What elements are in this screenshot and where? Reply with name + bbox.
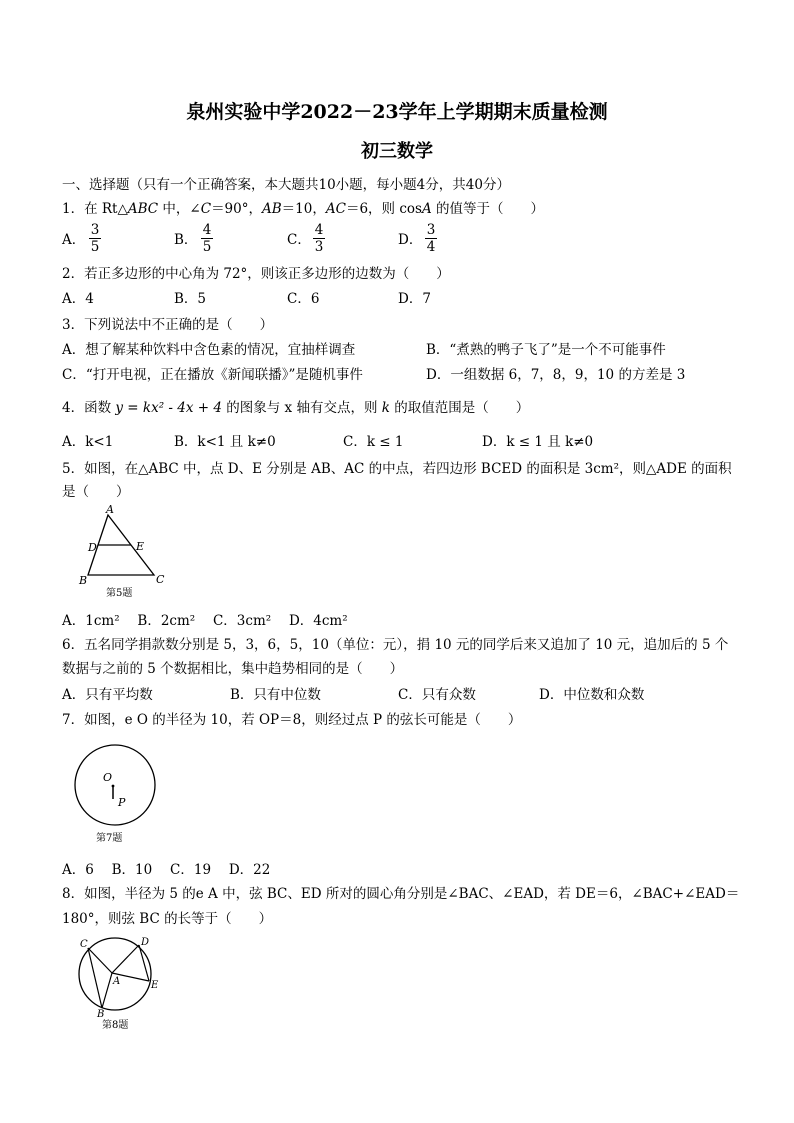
q8-label-d: D xyxy=(141,937,150,948)
question-5-line2: 是（ ） xyxy=(62,484,130,500)
q5-label-a: A xyxy=(106,503,114,516)
q5-label-d: D xyxy=(88,541,97,554)
figure-q7-circle xyxy=(72,742,162,847)
q5-label-b: B xyxy=(79,574,88,587)
q7-options: A．6 B．10 C．19 D．22 xyxy=(62,862,271,878)
q1-option-d-label: D． xyxy=(398,232,423,248)
figure-q8-circle xyxy=(72,933,167,1033)
q5-caption: 第5题 xyxy=(106,588,133,599)
q7-label-o: O xyxy=(103,771,113,784)
q4-option-d: D．k ≤ 1 且 k≠0 xyxy=(482,434,594,450)
q3-option-a: A．想了解某种饮料中含色素的情况，宜抽样调查 xyxy=(62,342,356,358)
question-1-stem: 1．在 Rt△ABC 中，∠C＝90°，AB＝10，AC＝6，则 cosA 的值等于（ ） xyxy=(62,201,544,217)
q6-option-b: B．只有中位数 xyxy=(230,687,321,703)
q6-option-c: C．只有众数 xyxy=(398,687,476,703)
question-7-stem: 7．如图，e O 的半径为 10，若 OP＝8，则经过点 P 的弦长可能是（ ） xyxy=(62,712,522,728)
q1-option-c-fraction: 4 3 xyxy=(314,222,324,255)
q1-option-b-label: B． xyxy=(174,232,198,248)
q1-option-a-fraction: 3 5 xyxy=(90,222,100,255)
q1-option-b-fraction: 4 5 xyxy=(202,222,212,255)
question-3-stem: 3．下列说法中不正确的是（ ） xyxy=(62,317,274,333)
question-8-line2: 180°，则弦 BC 的长等于（ ） xyxy=(62,911,273,927)
figure-q5-triangle xyxy=(76,503,176,603)
q1-option-d-fraction: 3 4 xyxy=(426,222,436,255)
q4-formula: y = kx² - 4x + 4 xyxy=(115,400,222,416)
q7-caption: 第7题 xyxy=(96,833,123,844)
question-8-line1: 8．如图，半径为 5 的e A 中，弦 BC、ED 所对的圆心角分别是∠BAC、∠EAD，若 DE＝6，∠BAC+∠EAD＝ xyxy=(62,886,740,902)
exam-subtitle: 初三数学 xyxy=(361,141,433,162)
question-2-stem: 2．若正多边形的中心角为 72°，则该正多边形的边数为（ ） xyxy=(62,266,450,282)
q1-option-a-label: A． xyxy=(62,232,86,248)
q3-option-d: D．一组数据 6，7，8，9，10 的方差是 3 xyxy=(426,367,686,383)
q2-option-a: A．4 xyxy=(62,291,94,307)
question-5-line1: 5．如图，在△ABC 中，点 D、E 分别是 AB、AC 的中点，若四边形 BCED 的面积是 3cm²，则△ADE 的面积 xyxy=(62,461,732,477)
q8-label-c: C xyxy=(80,939,88,950)
q5-options: A．1cm² B．2cm² C．3cm² D．4cm² xyxy=(62,613,348,629)
q3-option-c: C．“打开电视，正在播放《新闻联播》”是随机事件 xyxy=(62,367,363,383)
q4-option-c: C．k ≤ 1 xyxy=(343,434,404,450)
q5-label-e: E xyxy=(136,540,145,553)
q8-label-a: A xyxy=(113,976,121,987)
q5-label-c: C xyxy=(156,573,165,586)
q3-option-b: B．“煮熟的鸭子飞了”是一个不可能事件 xyxy=(426,342,666,358)
q8-caption: 第8题 xyxy=(102,1020,129,1031)
q8-label-b: B xyxy=(97,1009,105,1020)
q4-option-b: B．k<1 且 k≠0 xyxy=(174,434,276,450)
q2-option-b: B．5 xyxy=(174,291,207,307)
exam-title: 泉州实验中学2022－23学年上学期期末质量检测 xyxy=(186,101,608,123)
q8-label-e: E xyxy=(151,980,159,991)
question-4-stem: 4．函数 y = kx² - 4x + 4 的图象与 x 轴有交点，则 k 的取值范围是（ ） xyxy=(62,400,530,416)
question-6-line2: 数据与之前的 5 个数据相比，集中趋势相同的是（ ） xyxy=(62,661,404,677)
question-6-line1: 6．五名同学捐款数分别是 5，3，6，5，10（单位：元），捐 10 元的同学后来又追加了 10 元，追加后的 5 个 xyxy=(62,637,729,653)
q7-label-p: P xyxy=(118,796,126,809)
q4-option-a: A．k<1 xyxy=(62,434,114,450)
q6-option-d: D．中位数和众数 xyxy=(539,687,645,703)
q2-option-c: C．6 xyxy=(287,291,320,307)
q6-option-a: A．只有平均数 xyxy=(62,687,153,703)
section-heading: 一、选择题（只有一个正确答案，本大题共10小题，每小题4分，共40分） xyxy=(62,177,510,193)
q1-option-c-label: C． xyxy=(287,232,311,248)
q2-option-d: D．7 xyxy=(398,291,431,307)
